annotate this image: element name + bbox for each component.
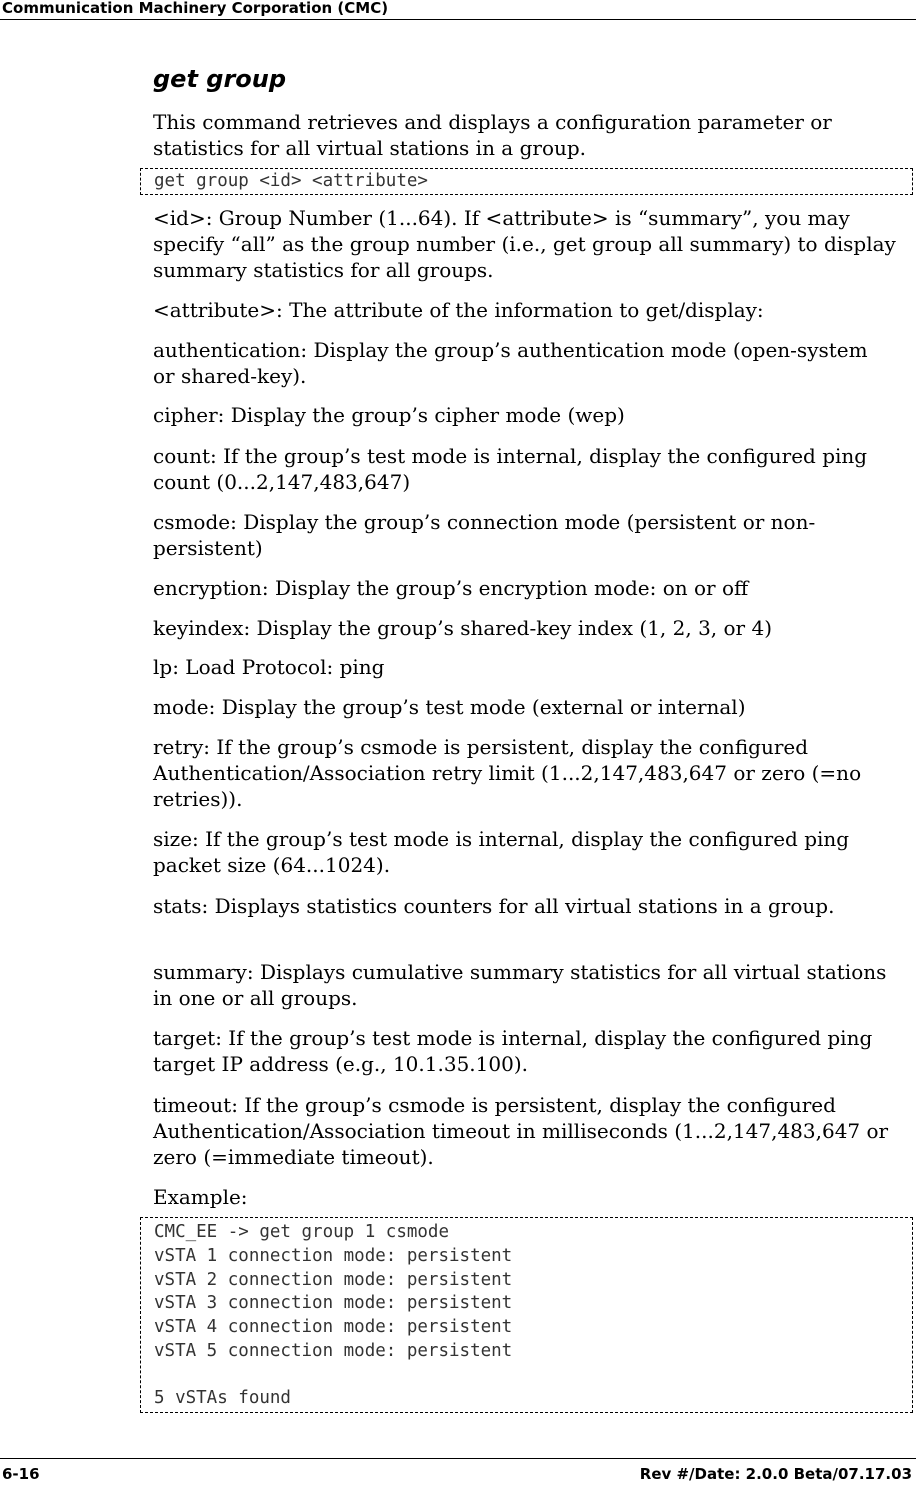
- example-code-line: vSTA 1 connection mode: persistent: [154, 1245, 513, 1266]
- revision-date: Rev #/Date: 2.0.0 Beta/07.17.03: [639, 1465, 912, 1483]
- page-header: [0, 0, 916, 20]
- attr-cipher: cipher: Display the group’s cipher mode (wep): [153, 403, 625, 427]
- syntax-box: [140, 168, 913, 195]
- example-code-line: vSTA 2 connection mode: persistent: [154, 1269, 513, 1290]
- example-code-line: [154, 1364, 912, 1388]
- section-title: get group: [153, 65, 287, 93]
- example-code-line: vSTA 5 connection mode: persistent: [154, 1340, 513, 1361]
- attr-csmode: csmode: Display the group’s connection mode (persistent or non-persistent): [153, 510, 816, 560]
- example-code-line: CMC_EE -> get group 1 csmode: [154, 1222, 450, 1242]
- attr-encryption: encryption: Display the group’s encryption mode: on or off: [153, 576, 749, 600]
- example-code-line: 5 vSTAs found: [154, 1388, 291, 1409]
- example-code-box: [140, 1217, 913, 1413]
- attr-keyindex: keyindex: Display the group’s shared-key index (1, 2, 3, or 4): [153, 616, 772, 640]
- attr-target: target: If the group’s test mode is internal, display the configured ping target IP address (e.g., 10.1.35.100).: [153, 1026, 873, 1076]
- syntax-line: get group <id> <attribute>: [154, 171, 428, 191]
- attr-count: count: If the group’s test mode is internal, display the configured ping count (0...2,147,483,647): [153, 444, 868, 494]
- attr-mode: mode: Display the group’s test mode (external or internal): [153, 695, 746, 719]
- intro-paragraph: This command retrieves and displays a configuration parameter or statistics for all virtual stations in a group.: [153, 110, 832, 160]
- attr-retry: retry: If the group’s csmode is persistent, display the configured Authentication/Association retry limit (1...2,147,483,647 or zero (=no retries)).: [153, 735, 862, 811]
- attr-timeout: timeout: If the group’s csmode is persistent, display the configured Authentication/Association timeout in milliseconds (1...2,147,483,647 or zero (=immediate timeout).: [153, 1093, 889, 1169]
- page-number: 6-16: [2, 1465, 40, 1483]
- page-footer: [0, 1458, 916, 1484]
- attr-authentication: authentication: Display the group’s authentication mode (open-system or shared-key).: [153, 338, 868, 388]
- attr-lp: lp: Load Protocol: ping: [153, 655, 385, 679]
- param-attribute: <attribute>: The attribute of the information to get/display:: [153, 298, 764, 322]
- header-title: Communication Machinery Corporation (CMC): [2, 0, 389, 17]
- example-code-line: vSTA 4 connection mode: persistent: [154, 1317, 513, 1337]
- attr-stats: stats: Displays statistics counters for all virtual stations in a group.: [153, 894, 835, 918]
- attr-size: size: If the group’s test mode is internal, display the configured ping packet size (64...1024).: [153, 827, 850, 877]
- param-id: <id>: Group Number (1...64). If <attribute> is “summary”, you may specify “all” as the group number (i.e., get group all summary) to display summary statistics for all groups.: [153, 206, 896, 282]
- attr-summary: summary: Displays cumulative summary statistics for all virtual stations in one or all groups.: [153, 960, 887, 1010]
- example-code-line: vSTA 3 connection mode: persistent: [154, 1293, 513, 1314]
- example-label: Example:: [153, 1185, 248, 1209]
